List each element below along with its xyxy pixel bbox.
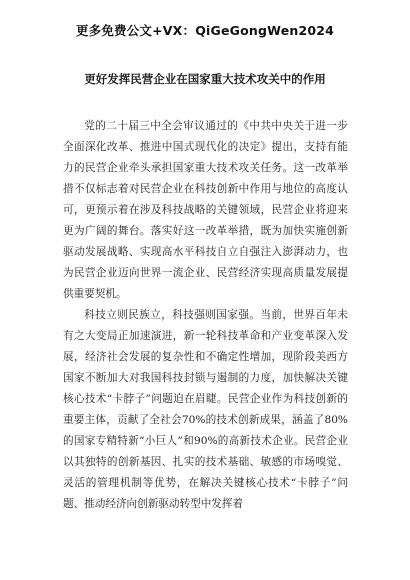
document-title: 更好发挥民营企业在国家重大技术攻关中的作用 bbox=[84, 72, 326, 86]
body-paragraph: 党的二十届三中全会审议通过的《中共中央关于进一步全面深化改革、推进中国式现代化的决定》提出，支持有能力的民营企业牵头承担国家重大技术攻关任务。这一改革举措不仅标志着对民营企业在科技创新中作用与地位的高度认可，更预示着在涉及科技战略的关键领域，民营企业将迎来更为广阔的舞台。落实好这一改革举措，既为加快实施创新驱动发展战略、实现高水平科技自立自强注入澎湃动力，也为民营企业迈向世界一流企业、民营经济实现高质量发展提供重要契机。 bbox=[63, 120, 348, 300]
document-body bbox=[63, 116, 348, 515]
header-watermark: 更多免费公文+VX：QiGeGongWen2024 bbox=[75, 23, 335, 38]
body-paragraph: 科技立则民族立，科技强则国家强。当前，世界百年未有之大变局正加速演进，新一轮科技革命和产业变革深入发展，经济社会发展的复杂性和不确定性增加，现阶段美西方国家不断加大对我国科技封锁与遏制的力度，加快解决关键核心技术“卡脖子”问题迫在眉睫。民营企业作为科技创新的重要主体，贡献了全社会70%的技术创新成果，涵盖了80%的国家专精特新“小巨人”和90%的高新技术企业。民营企业以其独特的创新基因、扎实的技术基础、敏感的市场嗅觉、灵活的管理机制等优势，在解决关键核心技术“卡脖子”问题、推动经济向创新驱动转型中发挥着 bbox=[63, 309, 348, 510]
